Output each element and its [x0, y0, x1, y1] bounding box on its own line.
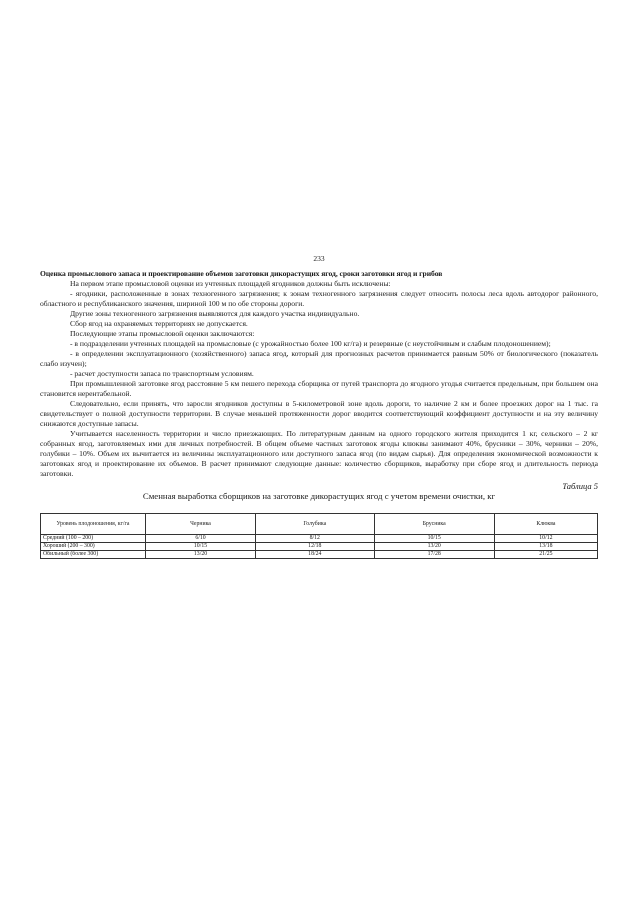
column-header-lingonberry: Брусника [374, 514, 494, 535]
yield-table [40, 513, 598, 559]
paragraph: Учитывается населенность территории и число приезжающих. По литературным данным на одного городского жителя приходится 1 кг, сельского – 2 кг собранных ягод, заготовляемых ими для личных потребностей. В общем объеме частных заготовок ягоды клюквы занимают 40%, брусники – 30%, черники – 20%, голубики – 10%. Объем их вычитается из величины эксплуатационного или доступного запаса ягод (по видам сырья). Для определения экономической возможности к заготовках ягод и проектирование их объемов. В расчет принимают следующие данные: количество сборщиков, выработку при сборе ягод и длительность периода заготовки. [40, 429, 598, 478]
table-row [41, 551, 598, 559]
document-page [40, 254, 598, 559]
paragraph: - в подразделении учтенных площадей на промысловые (с урожайностью более 100 кг/га) и резервные (с неустойчивым и слабым плодоношением); [70, 339, 551, 348]
table-cell: 13/20 [374, 543, 494, 551]
table-cell: 6/10 [146, 535, 256, 543]
table-row [41, 535, 598, 543]
paragraph: Сбор ягод на охраняемых территориях не допускается. [70, 319, 248, 328]
table-cell: Хороший (200 – 300) [41, 543, 146, 551]
paragraph: - в определении эксплуатационного (хозяйственного) запаса ягод, который для прогнозных расчетов принимается равным 50% от биологического (показатель слабо изучен); [40, 349, 598, 368]
paragraph: Последующие этапы промысловой оценки заключаются: [70, 329, 255, 338]
table-row [41, 543, 598, 551]
body-text [40, 279, 598, 479]
paragraph: Другие зоны техногенного загрязнения выявляются для каждого участка индивидуально. [70, 309, 360, 318]
column-header-cranberry: Клюква [494, 514, 597, 535]
table-header-row [41, 514, 598, 535]
table-cell: 17/28 [374, 551, 494, 559]
column-header-blueberry: Голубика [256, 514, 375, 535]
table-cell: 10/12 [494, 535, 597, 543]
table-cell: 13/20 [146, 551, 256, 559]
paragraph: - ягодники, расположенные в зонах техногенного загрязнения; к зонам техногенного загрязнения следует относить полосы леса вдоль автодорог районного, областного и республиканского значения, шириной 100 м по обе стороны дороги. [40, 289, 598, 308]
table-cell: 12/18 [256, 543, 375, 551]
table-cell: 10/15 [374, 535, 494, 543]
table-cell: Обильный (более 300) [41, 551, 146, 559]
column-header-level: Уровень плодоношения, кг/га [41, 514, 146, 535]
table-cell: 21/25 [494, 551, 597, 559]
table-cell: 8/12 [256, 535, 375, 543]
table-caption: Таблица 5 [562, 481, 598, 491]
column-header-bilberry: Черника [146, 514, 256, 535]
section-heading: Оценка промыслового запаса и проектирование объемов заготовки дикорастущих ягод, сроки заготовки ягод и грибов [40, 269, 443, 278]
table-cell: 13/18 [494, 543, 597, 551]
paragraph: - расчет доступности запаса по транспортным условиям. [70, 369, 254, 378]
table-cell: Средний (100 – 200) [41, 535, 146, 543]
page-number: 233 [313, 254, 325, 263]
paragraph: На первом этапе промысловой оценки из учтенных площадей ягодников должны быть исключены: [70, 279, 391, 288]
paragraph: При промышленной заготовке ягод расстояние 5 км пешего перехода сборщика от путей транспорта до ягодного угодья считается предельным, при большем она становится нерентабельной. [40, 379, 598, 398]
paragraph: Следовательно, если принять, что заросли ягодников доступны в 5-километровой зоне вдоль дороги, то наличие 2 км и более проезжих дорог на 1 тыс. га свидетельствует о полной доступности территории. В случае меньшей протяженности дорог вводится соответствующий коэффициент доступности и на эту величину снижаются доступные запасы. [40, 399, 598, 428]
table-title: Сменная выработка сборщиков на заготовке дикорастущих ягод с учетом времени очистки, кг [142, 491, 496, 501]
table-cell: 10/15 [146, 543, 256, 551]
table-cell: 18/24 [256, 551, 375, 559]
